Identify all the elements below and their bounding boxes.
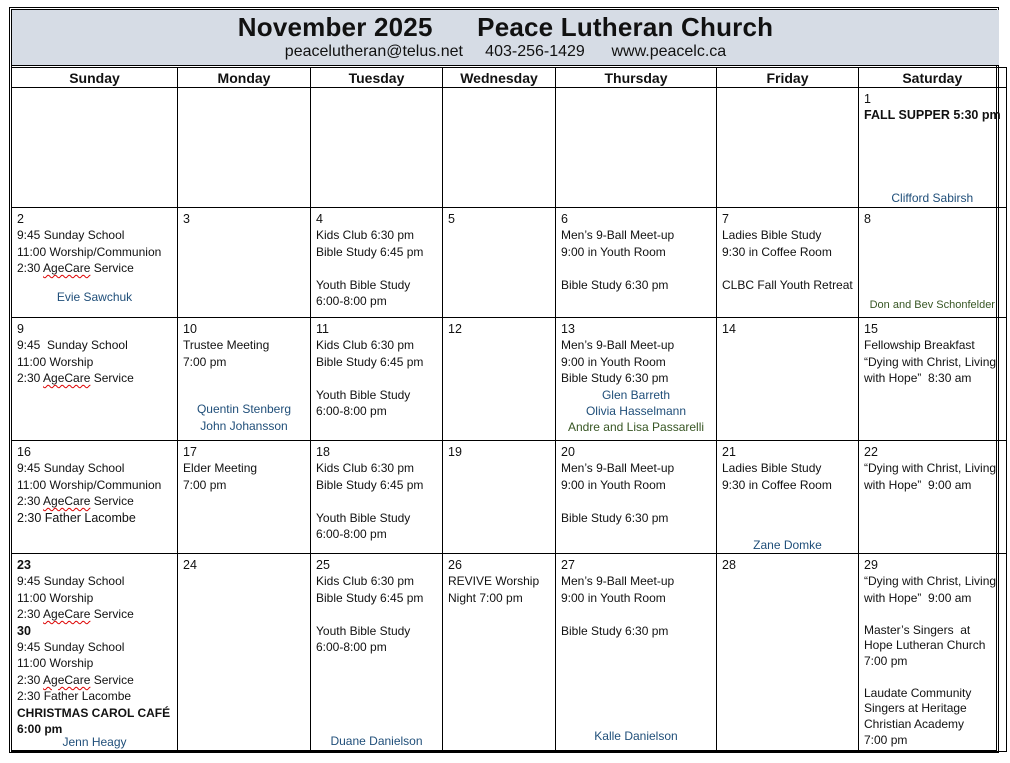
event-text: Night 7:00 pm xyxy=(448,590,523,605)
day-number: 5 xyxy=(448,212,455,226)
day-cell-22 xyxy=(859,441,1007,554)
day-number: 4 xyxy=(316,212,323,226)
event-text: Kids Club 6:30 pm xyxy=(316,228,415,243)
birthday-name: Kalle Danielson xyxy=(594,728,678,743)
anniversary-name: Don and Bev Schonfelder xyxy=(869,298,995,311)
event-text-part: Service xyxy=(90,494,134,509)
event-text: Ladies Bible Study xyxy=(722,228,822,243)
event-text: 6:00-8:00 pm xyxy=(316,640,387,655)
event-text: 11:00 Worship xyxy=(17,354,94,369)
day-cell-3 xyxy=(178,208,311,318)
birthday-name: John Johansson xyxy=(200,418,288,433)
spacer xyxy=(561,260,711,276)
day-cell-empty xyxy=(178,88,311,208)
day-number: 28 xyxy=(722,558,736,572)
event-text: Youth Bible Study xyxy=(316,510,411,525)
event-text: 9:00 in Youth Room xyxy=(561,354,666,369)
event-text: 2:30 Father Lacombe xyxy=(17,510,136,525)
event-text: Youth Bible Study xyxy=(316,623,411,638)
event-text: Bible Study 6:30 pm xyxy=(561,623,669,638)
day-cell-13 xyxy=(556,318,717,441)
event-text: 9:45 Sunday School xyxy=(17,461,125,476)
calendar-header xyxy=(12,10,999,66)
event-text: REVIVE Worship xyxy=(448,574,540,589)
day-number: 12 xyxy=(448,322,462,336)
spellcheck-word: AgeCare xyxy=(43,494,91,509)
event-text: 11:00 Worship/Communion xyxy=(17,244,162,259)
event-text: 6:00-8:00 pm xyxy=(316,527,387,542)
day-cell-empty xyxy=(556,88,717,208)
birthday-name: Jenn Heagy xyxy=(62,734,127,749)
event-text: CHRISTMAS CAROL CAFÉ xyxy=(17,705,171,720)
event-text: 9:00 in Youth Room xyxy=(561,590,666,605)
day-cell-15 xyxy=(859,318,1007,441)
day-cell-7 xyxy=(717,208,859,318)
calendar-title xyxy=(12,12,999,43)
day-cell-9 xyxy=(12,318,178,441)
day-number: 24 xyxy=(183,558,197,572)
event-text: 7:00 pm xyxy=(864,733,908,747)
day-cell-19 xyxy=(443,441,556,554)
event-text-part: Service xyxy=(90,371,134,386)
day-cell-2 xyxy=(12,208,178,318)
event-text: 9:45 Sunday School xyxy=(17,228,125,243)
event-text: Bible Study 6:45 pm xyxy=(316,590,424,605)
event-text xyxy=(17,493,172,509)
day-cell-21 xyxy=(717,441,859,554)
day-cell-14 xyxy=(717,318,859,441)
event-text: Men’s 9-Ball Meet-up xyxy=(561,461,675,476)
weekday-monday: Monday xyxy=(178,68,311,88)
spacer xyxy=(561,493,711,509)
spacer xyxy=(316,493,437,509)
event-text: 6:00-8:00 pm xyxy=(316,294,387,309)
birthday-name: Olivia Hasselmann xyxy=(585,404,687,419)
event-text: “Dying with Christ, Living with Hope” 9:00 am xyxy=(864,574,1000,605)
event-text-part: 2:30 xyxy=(17,672,44,687)
event-text xyxy=(17,260,172,276)
week-row-4 xyxy=(12,441,1007,554)
event-text: 9:30 in Coffee Room xyxy=(722,244,832,259)
event-text: 11:00 Worship/Communion xyxy=(17,477,162,492)
event-text xyxy=(17,672,172,688)
event-text xyxy=(17,370,172,386)
spacer xyxy=(316,260,437,276)
day-cell-18 xyxy=(311,441,443,554)
day-cell-16 xyxy=(12,441,178,554)
day-number: 27 xyxy=(561,558,575,572)
event-text: Master’s Singers at Hope Lutheran Church 7:00 pm xyxy=(864,622,989,668)
day-cell-12 xyxy=(443,318,556,441)
spacer xyxy=(316,370,437,386)
event-text: Bible Study 6:30 pm xyxy=(561,277,669,292)
day-number: 17 xyxy=(183,445,197,459)
day-number: 8 xyxy=(864,212,871,226)
week-row-5 xyxy=(12,554,1007,752)
birthday-name: Duane Danielson xyxy=(330,733,423,748)
day-number: 9 xyxy=(17,322,24,336)
weekday-header-row xyxy=(12,68,1007,88)
event-text: “Dying with Christ, Living with Hope” 9:00 am xyxy=(864,461,1000,492)
email-address: peacelutheran@telus.net xyxy=(284,43,463,60)
day-cell-20 xyxy=(556,441,717,554)
event-text: Men’s 9-Ball Meet-up xyxy=(561,574,675,589)
event-text: Kids Club 6:30 pm xyxy=(316,461,415,476)
event-text: Kids Club 6:30 pm xyxy=(316,574,415,589)
event-text: FALL SUPPER 5:30 pm xyxy=(864,108,1001,123)
day-number: 6 xyxy=(561,212,568,226)
day-number: 11 xyxy=(316,322,329,336)
spacer xyxy=(864,669,1001,685)
birthday-name: Evie Sawchuk xyxy=(56,289,133,304)
church-name: Peace Lutheran Church xyxy=(477,12,774,42)
day-cell-10 xyxy=(178,318,311,441)
day-number: 3 xyxy=(183,212,190,226)
day-number: 2 xyxy=(17,212,24,226)
event-text: Youth Bible Study xyxy=(316,387,411,402)
event-text-part: 2:30 xyxy=(17,607,44,622)
event-text: Bible Study 6:45 pm xyxy=(316,477,424,492)
day-number: 29 xyxy=(864,558,878,572)
birthday-name: Quentin Stenberg xyxy=(196,402,292,417)
website-address: www.peacelc.ca xyxy=(611,43,727,60)
spacer xyxy=(316,606,437,622)
month-title: November 2025 xyxy=(237,12,433,42)
day-number: 20 xyxy=(561,445,575,459)
event-text: 6:00-8:00 pm xyxy=(316,404,387,419)
anniversary-name: Andre and Lisa Passarelli xyxy=(567,420,705,435)
event-text: Bible Study 6:30 pm xyxy=(561,371,669,386)
day-number: 7 xyxy=(722,212,729,226)
spellcheck-word: AgeCare xyxy=(43,371,91,386)
day-cell-5 xyxy=(443,208,556,318)
day-cell-6 xyxy=(556,208,717,318)
week-row-1 xyxy=(12,88,1007,208)
day-number: 13 xyxy=(561,322,575,336)
event-text: 7:00 pm xyxy=(183,354,227,369)
event-text: Men’s 9-Ball Meet-up xyxy=(561,338,675,353)
phone-number: 403-256-1429 xyxy=(485,43,585,60)
day-number: 25 xyxy=(316,558,330,572)
day-cell-8 xyxy=(859,208,1007,318)
event-text-part: Service xyxy=(90,261,134,276)
day-number: 10 xyxy=(183,322,197,336)
day-cell-24 xyxy=(178,554,311,752)
day-number: 15 xyxy=(864,322,878,336)
day-number: 19 xyxy=(448,445,462,459)
day-cell-23-30 xyxy=(12,554,178,752)
weekday-friday: Friday xyxy=(717,68,859,88)
day-cell-1 xyxy=(859,88,1007,208)
day-number: 26 xyxy=(448,558,462,572)
week-row-2 xyxy=(12,208,1007,318)
day-cell-27 xyxy=(556,554,717,752)
day-cell-4 xyxy=(311,208,443,318)
birthday-name: Glen Barreth xyxy=(601,387,671,402)
event-text: Trustee Meeting xyxy=(183,338,270,353)
event-text: 7:00 pm xyxy=(183,477,227,492)
spellcheck-word: AgeCare xyxy=(43,607,91,622)
spellcheck-word: AgeCare xyxy=(43,261,91,276)
day-number: 22 xyxy=(864,445,878,459)
event-text-part: 2:30 xyxy=(17,261,44,276)
day-cell-empty xyxy=(717,88,859,208)
weekday-saturday: Saturday xyxy=(859,68,1007,88)
event-text: “Dying with Christ, Living with Hope” 8:30 am xyxy=(864,354,1000,386)
day-cell-17 xyxy=(178,441,311,554)
event-text: 9:00 in Youth Room xyxy=(561,244,666,259)
birthday-name: Clifford Sabirsh xyxy=(891,190,974,205)
event-text: Kids Club 6:30 pm xyxy=(316,338,415,353)
day-cell-empty xyxy=(443,88,556,208)
day-cell-26 xyxy=(443,554,556,752)
contact-info xyxy=(12,43,999,61)
event-text: 2:30 Father Lacombe xyxy=(17,689,132,704)
weekday-sunday: Sunday xyxy=(12,68,178,88)
day-number: 21 xyxy=(722,445,736,459)
day-number: 18 xyxy=(316,445,330,459)
day-number: 16 xyxy=(17,445,31,459)
day-number: 23 xyxy=(17,558,31,572)
day-number: 1 xyxy=(864,92,871,106)
day-cell-11 xyxy=(311,318,443,441)
event-text: 9:45 Sunday School xyxy=(17,338,128,353)
event-text: 6:00 pm xyxy=(17,722,63,737)
event-text: Bible Study 6:45 pm xyxy=(316,244,424,259)
spacer xyxy=(864,606,1001,622)
event-text: CLBC Fall Youth Retreat xyxy=(722,277,853,292)
weekday-thursday: Thursday xyxy=(556,68,717,88)
day-cell-empty xyxy=(311,88,443,208)
event-text: 11:00 Worship xyxy=(17,590,94,605)
event-text: Bible Study 6:30 pm xyxy=(561,510,669,525)
event-text xyxy=(17,606,172,622)
event-text-part: 2:30 xyxy=(17,494,44,509)
event-text-part: Service xyxy=(90,607,134,622)
event-text: Elder Meeting xyxy=(183,461,258,476)
day-number: 14 xyxy=(722,322,736,336)
weekday-wednesday: Wednesday xyxy=(443,68,556,88)
spellcheck-word: AgeCare xyxy=(43,672,91,687)
day-cell-25 xyxy=(311,554,443,752)
event-text: Bible Study 6:45 pm xyxy=(316,354,424,369)
event-text: Men’s 9-Ball Meet-up xyxy=(561,228,675,243)
week-row-3 xyxy=(12,318,1007,441)
day-number: 30 xyxy=(17,623,31,638)
event-text: 9:30 in Coffee Room xyxy=(722,477,832,492)
day-cell-29 xyxy=(859,554,1007,752)
birthday-names xyxy=(178,401,310,434)
event-text-part: 2:30 xyxy=(17,371,44,386)
event-text: 9:45 Sunday School xyxy=(17,640,125,655)
weekday-tuesday: Tuesday xyxy=(311,68,443,88)
event-text: Laudate Community Singers at Heritage Christian Academy xyxy=(864,685,972,731)
event-text: 11:00 Worship xyxy=(17,656,94,671)
event-text: 9:00 in Youth Room xyxy=(561,477,666,492)
day-cell-empty xyxy=(12,88,178,208)
event-text: Youth Bible Study xyxy=(316,277,411,292)
spacer xyxy=(722,260,853,276)
event-text: Fellowship Breakfast xyxy=(864,338,975,353)
event-text-part: Service xyxy=(90,672,134,687)
calendar-grid xyxy=(11,67,1007,752)
day-cell-28 xyxy=(717,554,859,752)
spacer xyxy=(561,606,711,622)
birthday-name: Zane Domke xyxy=(753,537,822,552)
event-text: Ladies Bible Study xyxy=(722,461,822,476)
event-text: 9:45 Sunday School xyxy=(17,574,125,589)
